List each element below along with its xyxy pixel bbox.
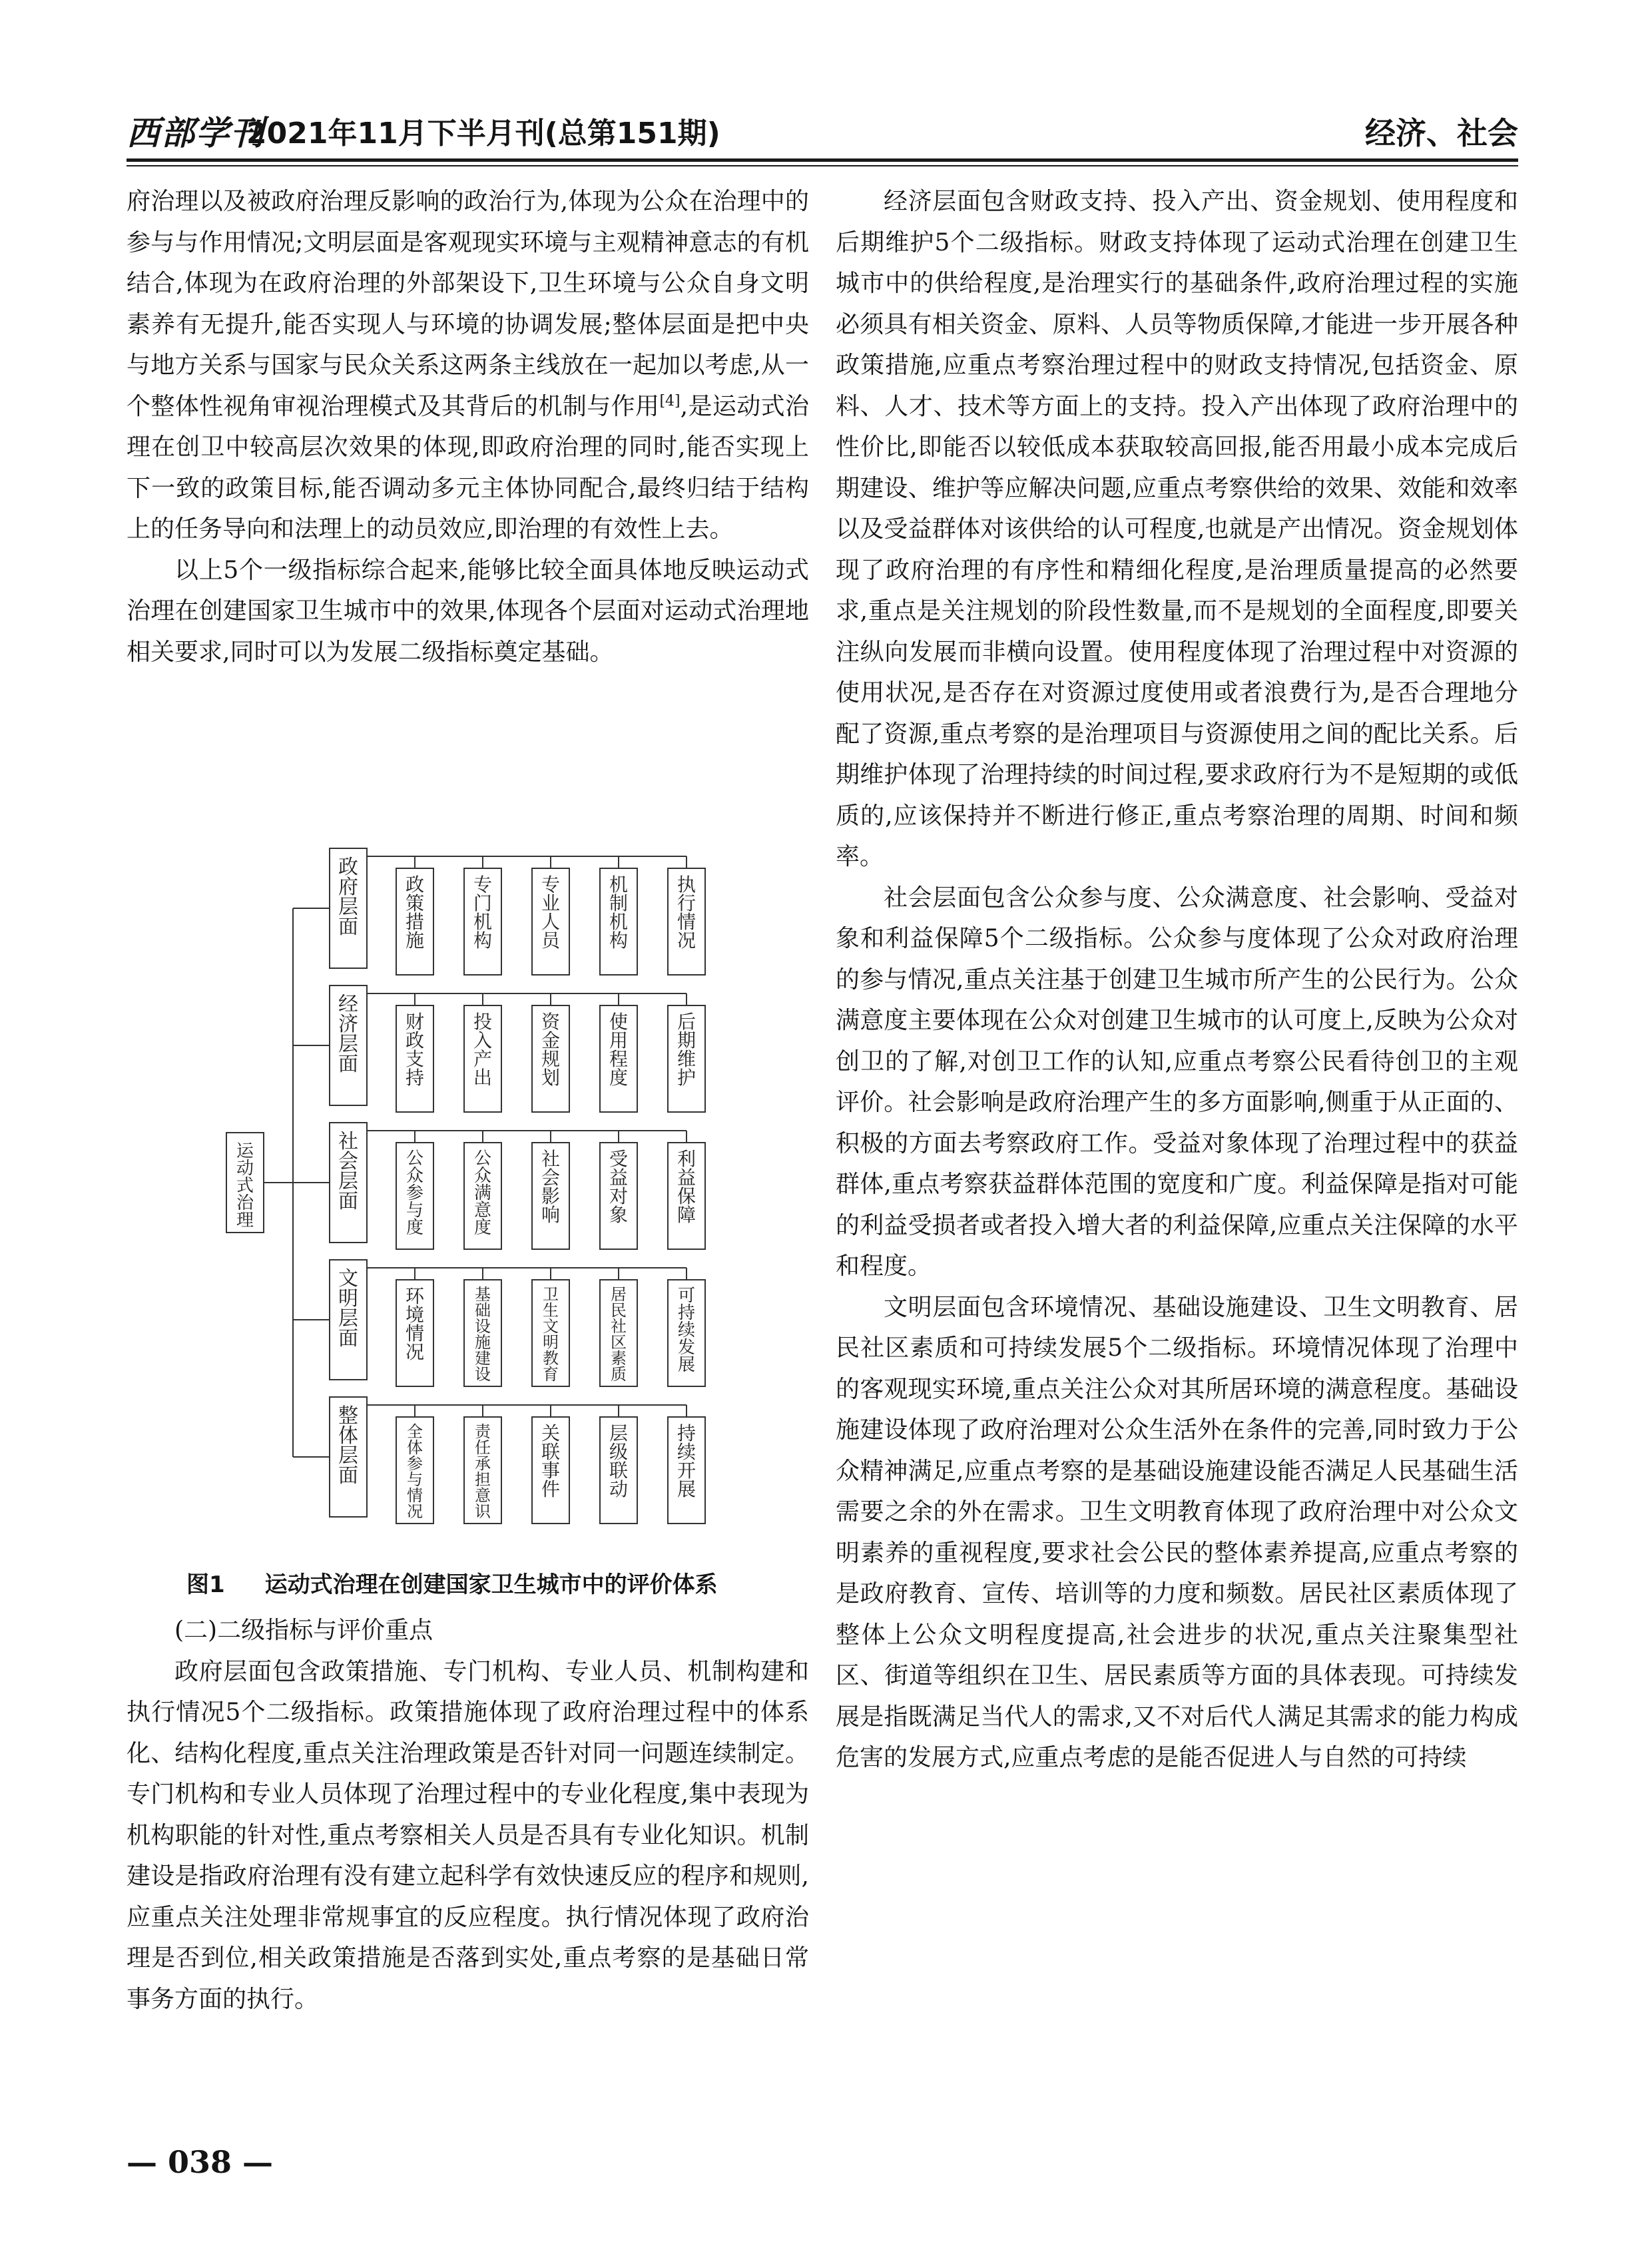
item-label: 体: [407, 1438, 423, 1457]
item-label: 关: [541, 1422, 561, 1444]
group-label: 面: [338, 1327, 358, 1350]
group-label: 层: [338, 896, 358, 919]
item-label: 民: [611, 1301, 627, 1320]
item-label: 入: [473, 1029, 493, 1051]
paragraph: [127, 181, 809, 550]
left-column-top: [127, 181, 809, 673]
group-label: 府: [338, 876, 358, 899]
item-label: 人: [541, 911, 561, 933]
paragraph: 以上5个一级指标综合起来,能够比较全面具体地反映运动式治理在创建国家卫生城市中的效果,体现各个层面对运动式治理地相关要求,同时可以为发展二级指标奠定基础。: [127, 556, 809, 666]
item-label: 满: [473, 1183, 492, 1203]
item-label: 区: [611, 1333, 627, 1352]
root-label: 理: [236, 1211, 254, 1231]
group-label: 整: [338, 1404, 358, 1428]
group-label: 明: [338, 1287, 358, 1310]
item-label: 维: [677, 1048, 696, 1070]
item-label: 展: [677, 1478, 696, 1500]
item-label: 投: [473, 1011, 493, 1033]
section-title: 经济、社会: [1365, 115, 1518, 151]
item-label: 质: [611, 1365, 627, 1384]
item-label: 任: [475, 1438, 491, 1457]
item-label: 度: [473, 1218, 492, 1238]
section-subheading: (二)二级指标与评价重点: [174, 1617, 433, 1644]
group-label: 层: [338, 1033, 358, 1056]
item-label: 件: [541, 1478, 561, 1500]
page-number: — 038 —: [127, 2144, 274, 2180]
item-label: 意: [475, 1486, 491, 1505]
figure-title: 运动式治理在创建国家卫生城市中的评价体系: [264, 1571, 718, 1598]
item-label: 联: [541, 1441, 561, 1463]
item-label: 员: [541, 930, 561, 952]
item-label: 设: [475, 1317, 491, 1336]
item-label: 意: [473, 1201, 492, 1221]
item-label: 构: [609, 930, 629, 952]
item-label: 文: [543, 1317, 559, 1336]
paragraph: 社会层面包含公众参与度、公众满意度、社会影响、受益对象和利益保障5个二级指标。公众参与度体现了公众对政府治理的参与情况,重点关注基于创建卫生城市所产生的公民行为。公众满意度主要体现在公众对创建卫生城市的认可度上,反映为公众对创卫的了解,对创卫工作的认知,应重点考察公民看待创卫的主观评价。社会影响是政府治理产生的多方面影响,侧重于从正面的、积极的方面去考察政府工作。受益对象体现了治理过程中的获益群体,重点考察获益群体范围的宽度和广度。利益保障是指对可能的利益受损者或者投入增大者的利益保障,应重点关注保障的水平和程度。: [836, 884, 1518, 1280]
item-label: 产: [473, 1048, 493, 1070]
item-label: 持: [677, 1422, 696, 1444]
item-label: 益: [677, 1167, 696, 1189]
item-label: 象: [609, 1204, 629, 1226]
item-label: 公: [406, 1149, 424, 1169]
paragraph-text: 府治理以及被政府治理反影响的政治行为,体现为公众在治理中的参与与作用情况;文明层面是客观现实环境与主观精神意志的有机结合,体现为在政府治理的外部架设下,卫生环境与公众自身文明素养有无提升,能否实现人与环境的协调发展;整体层面是把中央与地方关系与国家与民众关系这两条主线放在一起加以考虑,从一个整体性视角审视治理模式及其背后的机制与作用: [127, 188, 809, 420]
item-label: 策: [405, 892, 425, 914]
page-header: [127, 107, 1518, 153]
item-label: 专: [541, 874, 561, 896]
item-label: 承: [475, 1454, 491, 1473]
paragraph-text: ,是运动式治理在创卫中较高层次效果的体现,即政府治理的同时,能否实现上下一致的政策目标,能否调动多元主体协同配合,最终归结于结构上的任务导向和法理上的动员效应,即治理的有效性上去。: [127, 392, 809, 543]
item-label: 执: [677, 874, 696, 896]
item-label: 全: [407, 1422, 423, 1441]
item-label: 事: [541, 1460, 561, 1482]
group-label: 社: [338, 1130, 358, 1153]
item-label: 规: [541, 1048, 561, 1070]
paragraph: 政府层面包含政策措施、专门机构、专业人员、机制构建和执行情况5个二级指标。政策措施体现了政府治理过程中的体系化、结构化程度,重点关注治理政策是否针对同一问题连续制定。专门机构和专业人员体现了治理过程中的专业化程度,集中表现为机构职能的针对性,重点考察相关人员是否具有专业化知识。机制建设是指政府治理有没有建立起科学有效快速反应的程序和规则,应重点关注处理非常规事宜的反应程度。执行情况体现了政府治理是否到位,相关政策措施是否落到实处,重点考察的是基础日常事务方面的执行。: [127, 1657, 809, 2013]
item-label: 障: [677, 1204, 696, 1226]
item-label: 支: [405, 1048, 425, 1070]
item-label: 业: [541, 892, 561, 914]
item-label: 可: [677, 1286, 696, 1306]
item-label: 益: [609, 1167, 629, 1189]
item-label: 行: [677, 892, 696, 914]
item-label: 基: [475, 1285, 491, 1304]
item-label: 影: [541, 1185, 561, 1207]
item-label: 会: [541, 1167, 561, 1189]
item-label: 持: [677, 1303, 696, 1323]
item-label: 政: [405, 1029, 425, 1051]
item-label: 发: [677, 1338, 696, 1358]
item-label: 使: [609, 1011, 629, 1033]
header-rule-thick: [127, 158, 1518, 162]
item-label: 动: [609, 1478, 629, 1500]
item-label: 明: [543, 1333, 559, 1352]
item-label: 后: [677, 1011, 696, 1033]
item-label: 育: [543, 1365, 559, 1384]
item-label: 机: [473, 911, 493, 933]
item-label: 参: [407, 1454, 423, 1473]
journal-brand: 西部学刊: [127, 113, 265, 152]
header-rule-thin: [127, 165, 1518, 166]
item-label: 护: [677, 1067, 696, 1089]
group-label: 经: [338, 993, 358, 1016]
item-label: 级: [609, 1441, 629, 1463]
item-label: 教: [543, 1349, 559, 1368]
item-label: 众: [473, 1166, 492, 1186]
item-label: 政: [405, 874, 425, 896]
item-label: 情: [677, 911, 696, 933]
item-label: 况: [407, 1502, 423, 1521]
item-label: 众: [406, 1166, 424, 1186]
item-label: 期: [677, 1029, 696, 1051]
item-label: 机: [609, 911, 629, 933]
item-label: 施: [475, 1333, 491, 1352]
group-label: 文: [338, 1267, 358, 1290]
figure-number: 图1: [186, 1571, 225, 1598]
paragraph: 文明层面包含环境情况、基础设施建设、卫生文明教育、居民社区素质和可持续发展5个二级指标。环境情况体现了治理中的客观现实环境,重点关注公众对其所居环境的满意程度。基础设施建设体现了政府治理对公众生活外在条件的完善,同时致力于公众精神满足,应重点考察的是基础设施建设能否满足人民基础生活需要之余的外在需求。卫生文明教育体现了政府治理中对公众文明素养的重视程度,要求社会公民的整体素养提高,应重点考察的是政府教育、宣传、培训等的力度和频数。居民社区素质体现了整体上公众文明程度提高,社会进步的状况,重点关注聚集型社区、街道等组织在卫生、居民素质等方面的具体表现。可持续发展是指既满足当代人的需求,又不对后代人满足其需求的能力构成危害的发展方式,应重点考虑的是能否促进人与自然的可持续: [836, 1293, 1518, 1771]
item-label: 门: [473, 892, 493, 914]
reference-mark: [4]: [659, 392, 681, 410]
item-label: 资: [541, 1011, 561, 1033]
item-label: 持: [405, 1067, 425, 1089]
item-label: 金: [541, 1029, 561, 1051]
figure-diagram: [213, 847, 732, 1559]
item-label: 开: [677, 1460, 696, 1482]
item-label: 生: [543, 1301, 559, 1320]
item-label: 卫: [543, 1285, 559, 1304]
item-label: 出: [473, 1067, 493, 1089]
item-label: 展: [677, 1355, 696, 1375]
item-label: 度: [609, 1067, 629, 1089]
group-label: 面: [338, 1053, 358, 1076]
item-label: 担: [475, 1470, 491, 1489]
figure-caption: [186, 1566, 718, 1599]
item-label: 保: [677, 1185, 696, 1207]
item-label: 对: [609, 1185, 629, 1207]
item-label: 响: [541, 1204, 561, 1226]
item-label: 础: [475, 1301, 491, 1320]
item-label: 建: [475, 1349, 491, 1368]
root-label: 动: [236, 1159, 254, 1179]
group-label: 面: [338, 1464, 358, 1488]
item-label: 施: [405, 930, 425, 952]
item-label: 与: [407, 1470, 423, 1489]
item-label: 环: [405, 1285, 425, 1307]
item-label: 情: [405, 1322, 425, 1344]
item-label: 机: [609, 874, 629, 896]
root-label: 式: [236, 1176, 254, 1196]
item-label: 识: [475, 1502, 491, 1521]
item-label: 情: [407, 1486, 423, 1505]
item-label: 专: [473, 874, 493, 896]
item-label: 续: [677, 1441, 696, 1463]
item-label: 居: [611, 1285, 627, 1304]
item-label: 况: [405, 1341, 425, 1363]
group-label: 层: [338, 1444, 358, 1468]
item-label: 制: [609, 892, 629, 914]
right-column: [836, 181, 1518, 1779]
item-label: 构: [473, 930, 493, 952]
item-label: 设: [475, 1365, 491, 1384]
item-label: 受: [609, 1148, 629, 1170]
group-label: 层: [338, 1170, 358, 1193]
item-label: 责: [475, 1422, 491, 1441]
group-label: 面: [338, 1190, 358, 1213]
item-label: 境: [405, 1304, 425, 1326]
item-label: 社: [541, 1148, 561, 1170]
item-label: 划: [541, 1067, 561, 1089]
item-label: 度: [406, 1218, 424, 1238]
group-label: 济: [338, 1013, 358, 1036]
group-label: 政: [338, 856, 358, 879]
item-label: 参: [406, 1183, 424, 1203]
item-label: 用: [609, 1029, 629, 1051]
item-label: 联: [609, 1460, 629, 1482]
root-label: 治: [236, 1193, 254, 1213]
group-label: 会: [338, 1150, 358, 1173]
group-label: 面: [338, 916, 358, 939]
item-label: 续: [677, 1320, 696, 1340]
group-label: 层: [338, 1307, 358, 1330]
item-label: 措: [405, 911, 425, 933]
item-label: 与: [406, 1201, 424, 1221]
item-label: 素: [611, 1349, 627, 1368]
item-label: 况: [677, 930, 696, 952]
issue-info: 2021年11月下半月刊(总第151期): [246, 117, 720, 150]
root-label: 运: [236, 1141, 254, 1161]
item-label: 利: [677, 1148, 696, 1170]
item-label: 财: [405, 1011, 425, 1033]
item-label: 社: [611, 1317, 627, 1336]
paragraph: 经济层面包含财政支持、投入产出、资金规划、使用程度和后期维护5个二级指标。财政支持体现了运动式治理在创建卫生城市中的供给程度,是治理实行的基础条件,政府治理过程的实施必须具有相关资金、原料、人员等物质保障,才能进一步开展各种政策措施,应重点考察治理过程中的财政支持情况,包括资金、原料、人才、技术等方面上的支持。投入产出体现了政府治理中的性价比,即能否以较低成本获取较高回报,能否用最小成本完成后期建设、维护等应解决问题,应重点考察供给的效果、效能和效率以及受益群体对该供给的认可程度,也就是产出情况。资金规划体现了政府治理的有序性和精细化程度,是治理质量提高的必然要求,重点是关注规划的阶段性数量,而不是规划的全面程度,即要关注纵向发展而非横向设置。使用程度体现了治理过程中对资源的使用状况,是否存在对资源过度使用或者浪费行为,是否合理地分配了资源,重点考察的是治理项目与资源使用之间的配比关系。后期维护体现了治理持续的时间过程,要求政府行为不是短期的或低质的,应该保持并不断进行修正,重点考察治理的周期、时间和频率。: [836, 188, 1518, 870]
item-label: 层: [609, 1422, 629, 1444]
item-label: 公: [473, 1149, 492, 1169]
left-column-bottom: [127, 1610, 809, 2020]
group-label: 体: [338, 1424, 358, 1448]
item-label: 程: [609, 1048, 629, 1070]
